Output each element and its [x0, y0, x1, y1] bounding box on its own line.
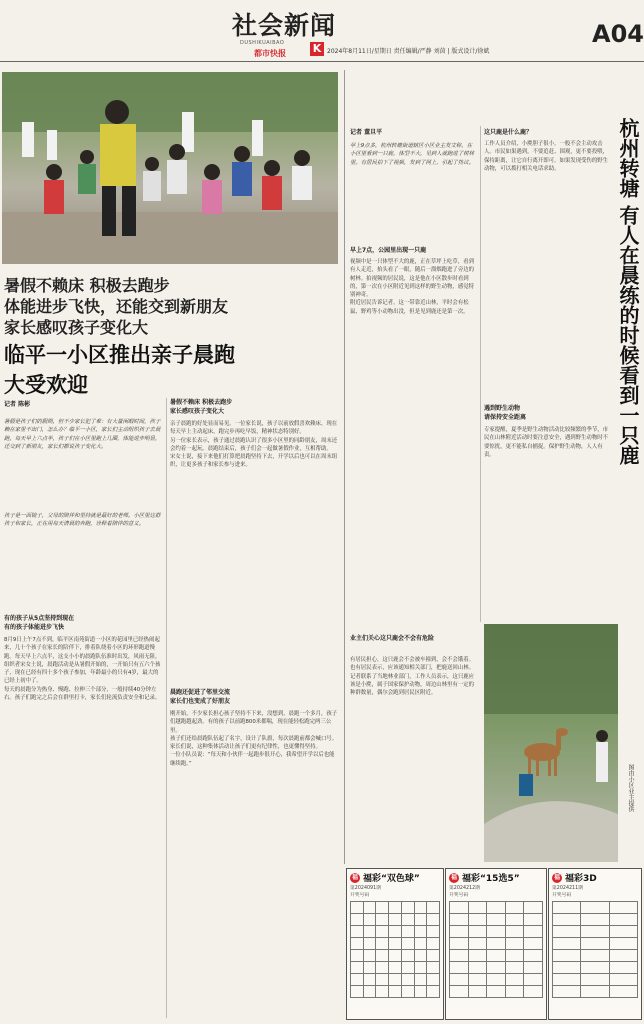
- section-title: 社会新闻: [232, 11, 337, 40]
- right-intro: 早上9点多，杭州转塘街道辖区小区业主发文称，在小区里看到一只鹿，体型不大，见到人就跑进了树林里。有居民拍下了视频，发到了网上，引起了热议。: [350, 143, 474, 166]
- lottery-table-1: [350, 901, 440, 998]
- lead-intro: 暑假是孩子们的假期，但不少家长犯了难：有大量闲暇时间，孩子赖在家里不出门，怎么办？临平一小区，家长们主动组织孩子去晨跑，每天早上六点半，孩子们在小区里跑上几圈，体能进步明显，还交到了新朋友，家长们都说孩子变化大。: [4, 419, 161, 450]
- lottery-table-3: [552, 901, 638, 998]
- lead-subhead-b: 暑假不赖床 积极去跑步 家长感叹孩子变化大: [170, 399, 233, 415]
- lottery-title-3: 福 福彩3D: [553, 873, 597, 884]
- right-column-divider: [480, 126, 481, 622]
- lottery-title-2: 福 福彩“15选5”: [450, 873, 520, 884]
- lead-column-2: 亲子晨跑的好处显而易见。一位家长说，孩子以前放假喜欢赖床，现在每天早上主动起床，跑完步再吃早饭，精神状态特别好。 另一位家长表示，孩子通过晨跑认识了很多小区里的同龄朋友，周末还会约着一起玩。晨跑结束后，孩子们会一起做暑假作业，互相帮助。 宋女士说，接下来他们打算把晨跑坚持下去，开学以后也可以在周末组织，让更多孩子和家长参与进来。: [170, 421, 338, 469]
- right-byline: 记者 董旦平: [350, 129, 383, 136]
- right-subhead-1: 早上7点，公园里出现一只鹿: [350, 247, 427, 254]
- lead-subhead-3: 家长感叹孩子变化大: [4, 318, 149, 337]
- page-number: A04: [592, 20, 644, 48]
- page-header: [0, 0, 644, 60]
- lottery-panel-2: [445, 868, 547, 1020]
- lead-subhead-2: 体能进步飞快，还能交到新朋友: [4, 297, 229, 316]
- right-column-4: 专家提醒，夏季是野生动物活动比较频繁的季节，市民在山林附近活动时要注意安全，遇到野生动物时不要惊扰，更不能私自捕捉。保护野生动物，人人有责。: [484, 427, 608, 458]
- date-line: 2024年8月11日/星期日 责任编辑/严静 刘茵 | 版式设计/徐斌: [327, 48, 490, 55]
- lottery-label-1: 开奖号码: [350, 893, 370, 898]
- lottery-panel-3: [548, 868, 642, 1020]
- lottery-logo-icon: 福: [351, 873, 358, 881]
- right-column-3: 工作人员介绍，小麂胆子很小，一般不会主动攻击人。市民如果遇到，不要追赶、围观，更不要投喂，保持距离，让它自行离开即可。如果发现受伤的野生动物，可以拨打相关电话求助。: [484, 141, 608, 172]
- paper-name: 都市快报: [254, 49, 286, 58]
- lottery-issue-1: 第2024091期: [350, 886, 381, 891]
- lead-subhead-1: 暑假不赖床 积极去跑步: [4, 276, 170, 295]
- lottery-label-3: 开奖号码: [552, 893, 572, 898]
- paper-logo-icon: K: [310, 42, 324, 56]
- right-column-1: 视频中是一只体型不大的鹿，正在草坪上吃草，看到有人走近，抬头看了一眼，随后一溜烟跑进了旁边的树林。拍视频的居民说，这是他在小区散步时看到的，第一次在小区附近见到这样的野生动物，感觉特别神奇。 附近居民告诉记者，这一带靠近山林，平时会有松鼠、野鸡等小动物出没，但是见到鹿还是第一次。: [350, 259, 474, 315]
- lottery-title-1: 福 福彩“双色球”: [351, 873, 420, 884]
- lottery-label-2: 开奖号码: [449, 893, 469, 898]
- lottery-table-2: [449, 901, 543, 998]
- lead-headline: 临平一小区推出亲子晨跑 大受欢迎: [4, 343, 235, 397]
- header-divider: [0, 61, 644, 62]
- deer-photo: [484, 624, 618, 862]
- right-headline: 杭州转塘 有人在晨练的时候看到一只鹿: [616, 118, 640, 465]
- lead-column-divider: [166, 398, 167, 1018]
- paper-pinyin: DUSHIKUAIBAO: [240, 40, 285, 46]
- lead-quote: 孩子是一面镜子，父母的陪伴和坚持就是最好的老师。小区里这群孩子和家长，正在用每天清晨的奔跑，诠释着陪伴的意义。: [4, 513, 161, 528]
- right-subhead-3: 这只鹿是什么鹿？: [484, 129, 533, 136]
- lottery-issue-3: 第2024211期: [552, 886, 583, 891]
- deer-photo-caption: 图由小区业主提供: [627, 764, 634, 812]
- lead-column-1: 8月9日上午7点不到，临平区南苑街道一小区的花园里已经热闹起来，几十个孩子在家长的陪伴下，排着队绕着小区的环形跑道慢跑。每天早上六点半，这支小小的晨跑队伍准时出发，风雨无阻。 组织者宋女士说，晨跑活动是从暑假开始的，一开始只有五六个孩子，现在已经有四十多个孩子参加，年龄最小的只有4岁，最大的已经上初中了。 每天的晨跑分为热身、慢跑、拉伸三个部分，一般持续40分钟左右。孩子们跑完之后会在群里打卡，家长们轮流负责安全和记录。: [4, 637, 161, 702]
- lottery-logo-icon: 福: [553, 873, 560, 881]
- lottery-issue-2: 第2024212期: [449, 886, 480, 891]
- lead-photo: [2, 72, 338, 264]
- right-column-2: 有居民担心，这只鹿会不会被车撞到，会不会饿着。也有居民表示，应该通知相关部门，把鹿送回山林。 记者联系了当地林业部门，工作人员表示，这只鹿应该是小麂，属于国家保护动物，周边山林里有一定的种群数量，偶尔会跑到居民区附近。: [350, 657, 474, 697]
- lead-subhead-a: 有的孩子从5点坚持到现在 有的孩子体能进步飞快: [4, 615, 75, 631]
- right-subhead-4: 遇到野生动物 请保持安全距离: [484, 405, 527, 421]
- lottery-logo-icon: 福: [450, 873, 457, 881]
- story-divider: [344, 70, 345, 864]
- lottery-panel-1: [346, 868, 444, 1020]
- lead-byline: 记者 陈彬: [4, 401, 31, 408]
- right-subhead-2: 业主们关心这只鹿会不会有危险: [350, 635, 435, 642]
- lead-subhead-c: 晨跑还促进了邻里交流 家长们也变成了好朋友: [170, 689, 231, 705]
- lead-column-3: 刚开始，不少家长担心孩子坚持不下来，没想到，晨跑一个多月，孩子们越跑越起劲。有的孩子以前跑800米都喘，现在能轻松跑完两三公里。 孩子们还给晨跑队伍起了名字，设计了队旗，每次晨跑前都会喊口号。家长们说，这种集体活动让孩子们更有纪律性，也更懂得坚持。 一位小队员说：“每天和小伙伴一起跑步很开心，我希望开学以后也能继续跑。”: [170, 711, 338, 767]
